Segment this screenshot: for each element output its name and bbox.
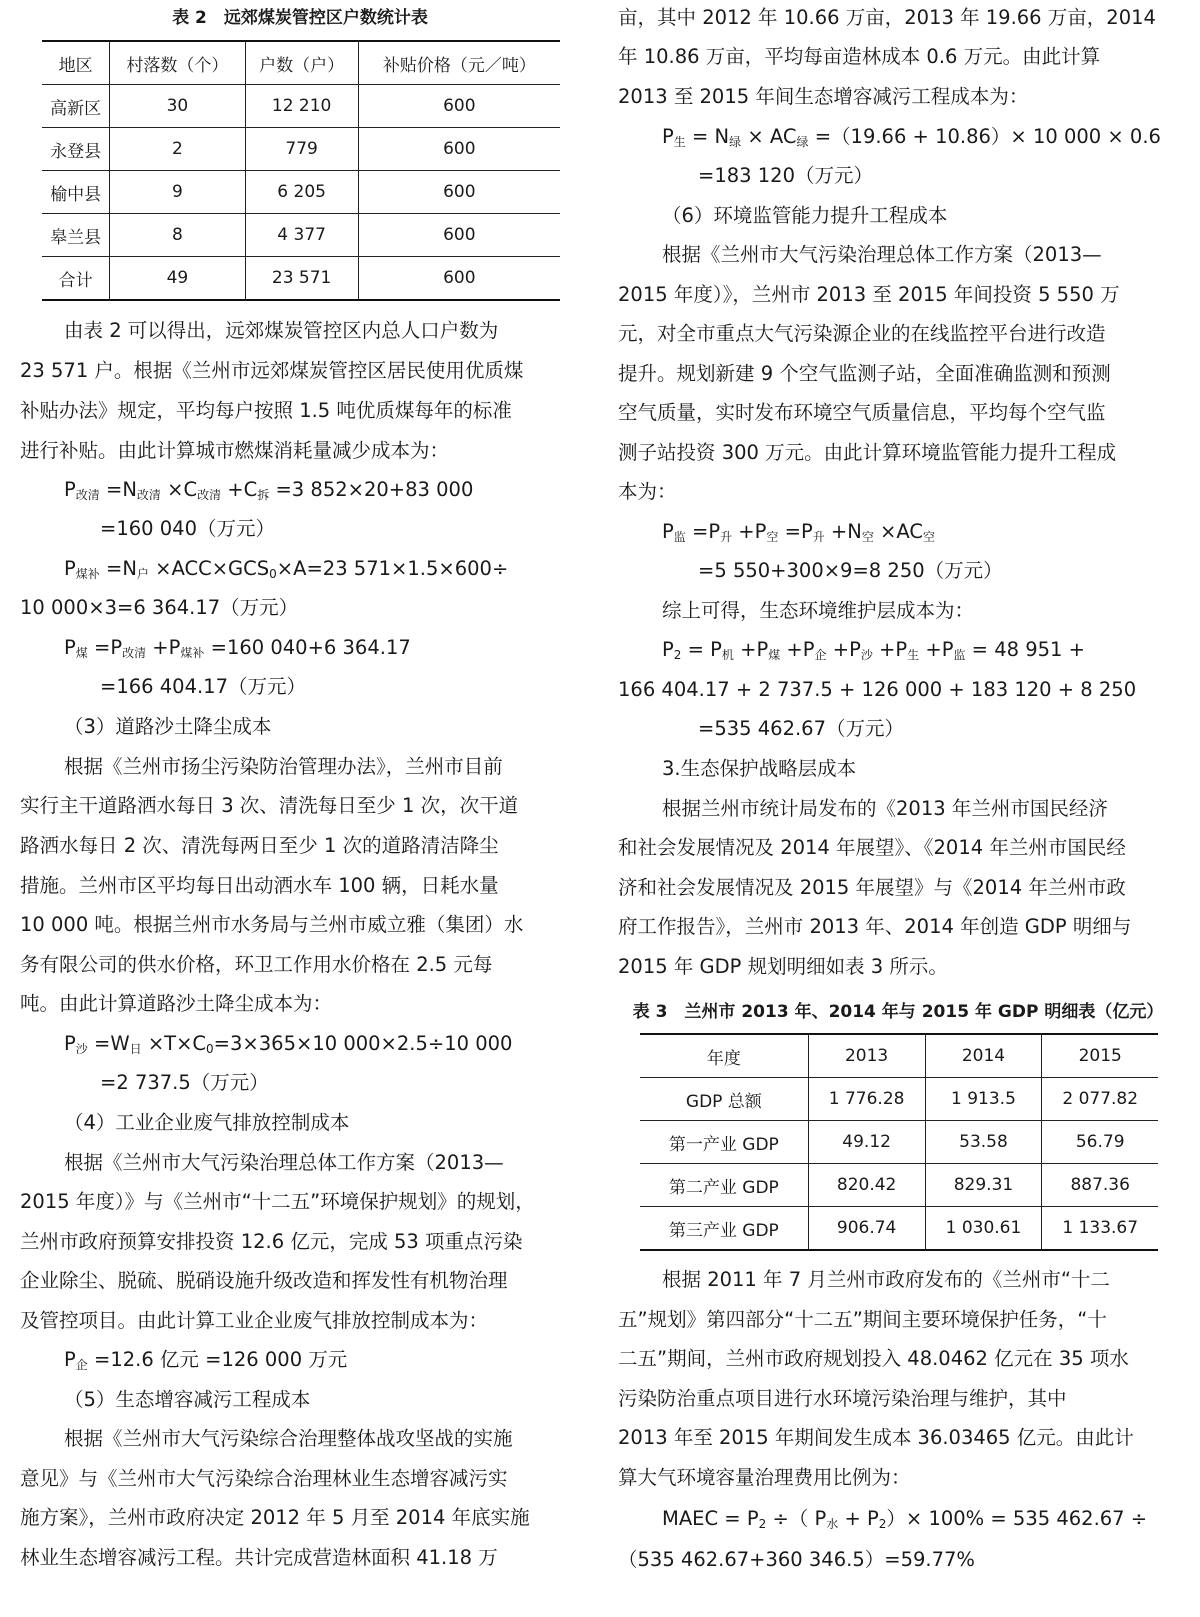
table-cell: 合计 xyxy=(42,257,110,301)
table-header-cell: 村落数（个） xyxy=(110,41,245,85)
table-cell: 23 571 xyxy=(245,257,358,301)
table-cell: 高新区 xyxy=(42,85,110,128)
table-cell: 第一产业 GDP xyxy=(640,1121,808,1164)
table-cell: 906.74 xyxy=(808,1207,925,1251)
table-cell: 1 133.67 xyxy=(1042,1207,1158,1251)
table-cell: 榆中县 xyxy=(42,171,110,214)
text-line: 23 571 户。根据《兰州市远郊煤炭管控区居民使用优质煤 xyxy=(20,359,524,382)
table-cell: 49 xyxy=(110,257,245,301)
table-row xyxy=(640,1164,1158,1207)
table-cell: 600 xyxy=(358,85,560,128)
table-cell: 第二产业 GDP xyxy=(640,1164,808,1207)
text-line: 林业生态增容减污工程。共计完成营造林面积 41.18 万 xyxy=(20,1546,498,1569)
table-cell: 2 077.82 xyxy=(1042,1078,1158,1121)
text-line: （535 462.67+360 346.5）=59.77% xyxy=(618,1548,975,1571)
text-line: 2015 年度）》与《兰州市“十二五”环境保护规划》的规划， xyxy=(20,1190,535,1213)
table-cell: 887.36 xyxy=(1042,1164,1158,1207)
text-line: 年 10.86 万亩，平均每亩造林成本 0.6 万元。由此计算 xyxy=(618,45,1101,68)
text-line: 意见》与《兰州市大气污染综合治理林业生态增容减污实 xyxy=(20,1467,508,1490)
text-line: 吨。由此计算道路沙土降尘成本为： xyxy=(20,992,333,1015)
text-line: 进行补贴。由此计算城市燃煤消耗量减少成本为： xyxy=(20,439,450,462)
text-line: 措施。兰州市区平均每日出动洒水车 100 辆，日耗水量 xyxy=(20,874,499,897)
table-header-cell: 补贴价格（元／吨） xyxy=(358,41,560,85)
table-cell: 600 xyxy=(358,257,560,301)
table3-caption: 表 3 兰州市 2013 年、2014 年与 2015 年 GDP 明细表（亿元） xyxy=(632,1002,1164,1022)
text-line: 根据兰州市统计局发布的《2013 年兰州市国民经济 xyxy=(662,797,1108,820)
table-row xyxy=(42,171,560,214)
text-line: 根据《兰州市大气污染治理总体工作方案（2013— xyxy=(64,1151,504,1174)
table-row xyxy=(42,128,560,171)
text-line: 2013 年至 2015 年期间发生成本 36.03465 亿元。由此计 xyxy=(618,1426,1134,1449)
table-cell: 1 913.5 xyxy=(925,1078,1042,1121)
text-line: 务有限公司的供水价格，环卫工作用水价格在 2.5 元每 xyxy=(20,953,493,976)
table-cell: 2 xyxy=(110,128,245,171)
text-line: 根据《兰州市大气污染治理总体工作方案（2013— xyxy=(662,243,1102,266)
text-line: 府工作报告》，兰州市 2013 年、2014 年创造 GDP 明细与 xyxy=(618,915,1132,938)
text-line: =535 462.67（万元） xyxy=(698,717,904,740)
section-heading: （3）道路沙土降尘成本 xyxy=(64,715,272,738)
formula-line: $P_{改清} =N_{改清} \times C_{改清} +C_拆 =3$ 852×20+83 000 xyxy=(64,478,474,502)
text-line: 根据《兰州市大气污染综合治理整体战攻坚战的实施 xyxy=(64,1427,513,1450)
text-line: 污染防治重点项目进行水环境污染治理与维护，其中 xyxy=(618,1387,1067,1410)
text-line: =166 404.17（万元） xyxy=(100,675,306,698)
table-cell: 820.42 xyxy=(808,1164,925,1207)
table-cell: 56.79 xyxy=(1042,1121,1158,1164)
table-cell: 829.31 xyxy=(925,1164,1042,1207)
table-cell: 6 205 xyxy=(245,171,358,214)
table-row xyxy=(640,1121,1158,1164)
text-line: 由表 2 可以得出，远郊煤炭管控区内总人口户数为 xyxy=(64,319,499,342)
section-heading: （4）工业企业废气排放控制成本 xyxy=(64,1111,350,1134)
formula-line: $P_2 = P_机 +P_煤 +P_企 +P_沙 +P_生 +P_监 = 48$ 951 + xyxy=(662,638,1085,662)
table2-caption: 表 2 远郊煤炭管控区户数统计表 xyxy=(172,8,428,28)
table-header-cell: 2014 xyxy=(925,1034,1042,1078)
table-header-row xyxy=(640,1034,1158,1078)
formula-line: $P_企 =12.6$ 亿元 =126 000 万元 xyxy=(64,1348,348,1372)
table-header-row xyxy=(42,41,560,85)
table-header-cell: 2013 xyxy=(808,1034,925,1078)
text-line: 济和社会发展情况及 2015 年展望》与《2014 年兰州市政 xyxy=(618,876,1126,899)
table-header-cell: 地区 xyxy=(42,41,110,85)
text-line: 根据《兰州市扬尘污染防治管理办法》，兰州市目前 xyxy=(64,755,503,778)
table-cell: 1 776.28 xyxy=(808,1078,925,1121)
text-line: 和社会发展情况及 2014 年展望》、《2014 年兰州市国民经 xyxy=(618,836,1126,859)
formula-line: $P_生 = N_绿 \times AC_绿 =(19.66 + 10.86)\times 10$ 000 × 0.6 xyxy=(662,125,1161,149)
table-cell: 600 xyxy=(358,128,560,171)
formula-line: $P_沙 =W_日 \times T\times C_0=3\times 365\times 10$ 000×2.5÷10 000 xyxy=(64,1032,513,1056)
text-line: 五”规划》第四部分“十二五”期间主要环境保护任务，“十 xyxy=(618,1308,1107,1331)
table-row xyxy=(42,85,560,128)
text-line: 亩，其中 2012 年 10.66 万亩，2013 年 19.66 万亩，2014 xyxy=(618,6,1156,29)
text-line: 二五”期间，兰州市政府规划投入 48.0462 亿元在 35 项水 xyxy=(618,1347,1129,1370)
table-cell: 12 210 xyxy=(245,85,358,128)
formula-line: MAEC = $P_2$ ÷（ $P_水 + P_2)\times 100\% = 535$ 462.67 ÷ xyxy=(662,1507,1148,1531)
table-cell: GDP 总额 xyxy=(640,1078,808,1121)
table-row xyxy=(42,257,560,301)
formula-line: $P_{煤补} =N_户 \times ACC\times GCS_0\times A=23$ 571×1.5×600÷ xyxy=(64,557,509,581)
table-cell: 49.12 xyxy=(808,1121,925,1164)
table-cell: 600 xyxy=(358,171,560,214)
table-cell: 4 377 xyxy=(245,214,358,257)
table-cell: 8 xyxy=(110,214,245,257)
table-cell: 779 xyxy=(245,128,358,171)
table-cell: 9 xyxy=(110,171,245,214)
text-line: 施方案》，兰州市政府决定 2012 年 5 月至 2014 年底实施 xyxy=(20,1506,530,1529)
text-line: 10 000×3=6 364.17（万元） xyxy=(20,596,299,619)
text-line: =160 040（万元） xyxy=(100,517,275,540)
table-header-cell: 户数（户） xyxy=(245,41,358,85)
text-line: 10 000 吨。根据兰州市水务局与兰州市威立雅（集团）水 xyxy=(20,913,524,936)
formula-line: $P_煤 =P_{改清} +P_{煤补} =160$ 040+6 364.17 xyxy=(64,636,411,660)
table-header-cell: 2015 xyxy=(1042,1034,1158,1078)
table-cell: 53.58 xyxy=(925,1121,1042,1164)
text-line: 企业除尘、脱硫、脱硝设施升级改造和挥发性有机物治理 xyxy=(20,1269,508,1292)
table3 xyxy=(640,1033,1158,1251)
section-heading: 3.生态保护战略层成本 xyxy=(662,757,857,780)
text-line: 根据 2011 年 7 月兰州市政府发布的《兰州市“十二 xyxy=(662,1268,1110,1291)
text-line: =5 550+300×9=8 250（万元） xyxy=(698,559,1003,582)
section-heading: （6）环境监管能力提升工程成本 xyxy=(662,204,948,227)
formula-line: $P_监 =P_升 +P_空 =P_升 +N_空 \times AC_空$ xyxy=(662,520,936,544)
table-row xyxy=(640,1078,1158,1121)
text-line: 提升。规划新建 9 个空气监测子站，全面准确监测和预测 xyxy=(618,362,1111,385)
text-line: 综上可得，生态环境维护层成本为： xyxy=(662,599,975,622)
text-line: 算大气环境容量治理费用比例为： xyxy=(618,1466,911,1489)
text-line: 2015 年 GDP 规划明细如表 3 所示。 xyxy=(618,955,948,978)
text-line: 实行主干道路洒水每日 3 次、清洗每日至少 1 次，次干道 xyxy=(20,794,519,817)
text-line: 测子站投资 300 万元。由此计算环境监管能力提升工程成 xyxy=(618,441,1117,464)
text-line: 本为： xyxy=(618,480,677,503)
table-row xyxy=(640,1207,1158,1251)
text-line: =2 737.5（万元） xyxy=(100,1071,269,1094)
text-line: 166 404.17 + 2 737.5 + 126 000 + 183 120 + 8 250 xyxy=(618,678,1137,701)
text-line: 兰州市政府预算安排投资 12.6 亿元，完成 53 项重点污染 xyxy=(20,1230,523,1253)
text-line: 元，对全市重点大气污染源企业的在线监控平台进行改造 xyxy=(618,322,1106,345)
table-header-cell: 年度 xyxy=(640,1034,808,1078)
text-line: 补贴办法》规定，平均每户按照 1.5 吨优质煤每年的标准 xyxy=(20,399,512,422)
text-line: 空气质量，实时发布环境空气质量信息，平均每个空气监 xyxy=(618,401,1106,424)
text-line: 2013 至 2015 年间生态增容减污工程成本为： xyxy=(618,85,1029,108)
text-line: 2015 年度）》，兰州市 2013 至 2015 年间投资 5 550 万 xyxy=(618,283,1120,306)
section-heading: （5）生态增容减污工程成本 xyxy=(64,1388,311,1411)
table2 xyxy=(42,40,560,301)
text-line: 路洒水每日 2 次、清洗每两日至少 1 次的道路清洁降尘 xyxy=(20,834,499,857)
text-line: 及管控项目。由此计算工业企业废气排放控制成本为： xyxy=(20,1309,489,1332)
table-cell: 600 xyxy=(358,214,560,257)
text-line: =183 120（万元） xyxy=(698,164,873,187)
table-cell: 皋兰县 xyxy=(42,214,110,257)
table-cell: 永登县 xyxy=(42,128,110,171)
table-cell: 第三产业 GDP xyxy=(640,1207,808,1251)
table-row xyxy=(42,214,560,257)
table-cell: 1 030.61 xyxy=(925,1207,1042,1251)
table-cell: 30 xyxy=(110,85,245,128)
